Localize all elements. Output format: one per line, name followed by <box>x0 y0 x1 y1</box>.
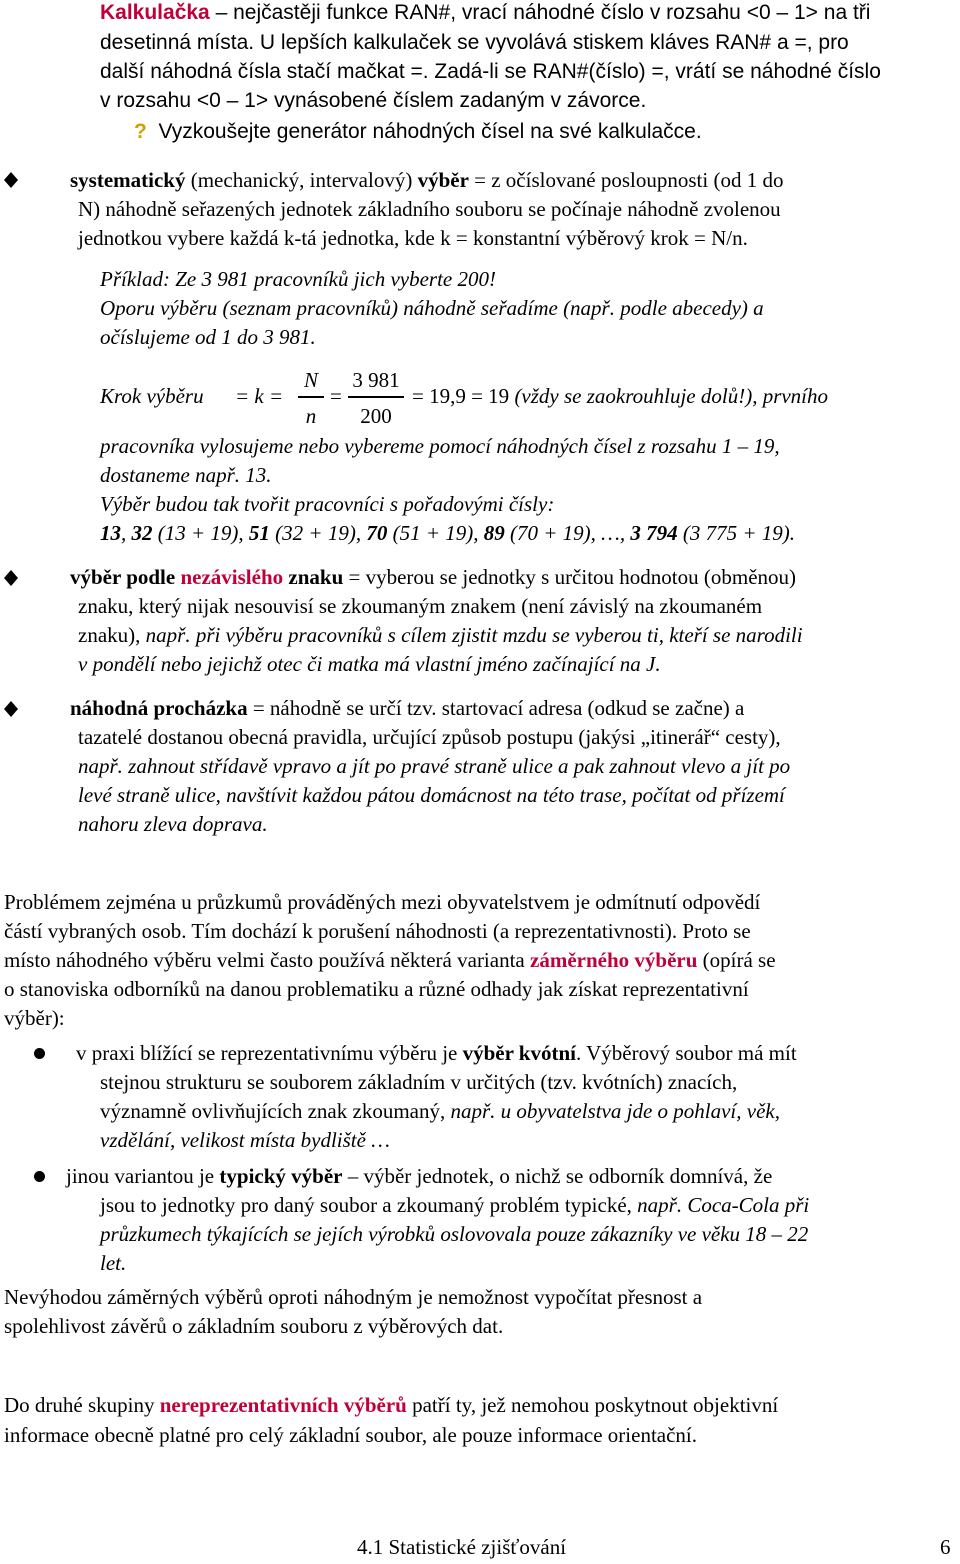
formula-den-value: 200 <box>360 404 392 428</box>
independent-lead-2: nezávislého <box>180 565 284 589</box>
calc-line-3: další náhodná čísla stačí mačkat =. Zadá-li se RAN#(číslo) =, vrátí se náhodné číslo <box>100 60 881 83</box>
independent-line-1 <box>70 563 796 592</box>
calc-lead: Kalkulačka <box>100 1 210 24</box>
typical-line-4: let. <box>100 1251 127 1275</box>
independent-line-3 <box>78 621 803 650</box>
calc-text-1: – nejčastěji funkce RAN#, vrací náhodné číslo v rozsahu <0 – 1> na tři <box>209 1 871 24</box>
quota-text-1c: . Výběrový soubor má mít <box>576 1041 797 1065</box>
footer-title: 4.1 Statistické zjišťování <box>357 1535 567 1559</box>
seq-text: (51 + 19), <box>387 521 484 545</box>
second-group-text-1c: patří ty, jež nemohou poskytnout objektivní <box>406 1393 779 1417</box>
independent-line-2: znaku, který nijak nesouvisí se zkoumaným znakem (není závislý na zkoumaném <box>78 594 763 618</box>
formula-note-tail: , prvního <box>752 384 829 408</box>
problem-text-3a: místo náhodného výběru velmi často používá některá varianta <box>4 948 530 972</box>
after-line-2: dostaneme např. 13. <box>100 463 272 487</box>
independent-text-1: = vyberou se jednotky s určitou hodnotou (obměnou) <box>343 565 797 589</box>
problem-text-3c: (opírá se <box>697 948 776 972</box>
seq-text: (32 + 19), <box>269 521 367 545</box>
second-group-text-1a: Do druhé skupiny <box>4 1393 160 1417</box>
typical-line-3: průzkumech týkajících se jejích výrobků oslovovala pouze zákazníky ve věku 18 – 22 <box>100 1222 809 1246</box>
random-walk-lead: náhodná procházka <box>70 696 248 720</box>
seq-number: 70 <box>366 521 388 545</box>
random-walk-text-1: = náhodně se určí tzv. startovací adresa (odkud se začne) a <box>247 696 745 720</box>
second-group-line-2: informace obecně platné pro celý základní soubor, ale pouze informace orientační. <box>4 1423 698 1447</box>
systematic-line-3: jednotkou vybere každá k-tá jednotka, kde k = konstantní výběrový krok = N/n. <box>78 226 748 250</box>
sequence-line <box>100 519 795 548</box>
systematic-text-b: výběr <box>417 168 469 192</box>
seq-number: 13 <box>100 521 121 545</box>
second-group-line-1 <box>4 1391 778 1420</box>
calc-line-2: desetinná místa. U lepších kalkulaček se vyvolává stiskem kláves RAN# a =, pro <box>100 31 849 54</box>
formula-den-n: n <box>305 404 317 428</box>
diamond-bullet-icon <box>4 172 18 186</box>
random-walk-line-3: např. zahnout střídavě vpravo a jít po pravé straně ulice a pak zahnout vlevo a jít po <box>78 754 791 778</box>
seq-number: 3 794 <box>630 521 678 545</box>
example-line-2: Oporu výběru (seznam pracovníků) náhodně seřadíme (např. podle abecedy) a <box>100 296 764 320</box>
independent-text-3a: znaku), <box>78 623 146 647</box>
round-bullet-icon <box>34 1171 45 1182</box>
seq-text: (13 + 19), <box>152 521 249 545</box>
quota-text-1a: v praxi blížící se reprezentativnímu výběru je <box>76 1041 463 1065</box>
second-group-text-1b: nereprezentativních výběrů <box>159 1393 407 1417</box>
formula-eq-k: = k = <box>235 384 284 408</box>
typical-text-2a: jsou to jednotky pro daný soubor a zkoumaný problém typické, <box>100 1193 638 1217</box>
calc-line-4: v rozsahu <0 – 1> vynásobené číslem zadaným v závorce. <box>100 89 647 112</box>
typical-text-1b: typický výběr <box>219 1164 343 1188</box>
typical-line-2 <box>100 1191 809 1220</box>
quota-line-3 <box>100 1097 780 1126</box>
page-number: 6 <box>940 1535 951 1559</box>
independent-line-4: v pondělí nebo jejichž otec či matka má vlastní jméno začínající na J. <box>78 652 661 676</box>
seq-number: 51 <box>248 521 270 545</box>
systematic-text-c: = z očíslované posloupnosti (od 1 do <box>468 168 784 192</box>
quota-text-3b: např. u obyvatelstva jde o pohlaví, věk, <box>450 1099 780 1123</box>
typical-line-1 <box>66 1162 772 1191</box>
disadvantage-line-2: spolehlivost závěrů o základním souboru z výběrových dat. <box>4 1314 504 1338</box>
problem-line-2: částí vybraných osob. Tím dochází k porušení náhodnosti (a reprezentativnosti). Proto se <box>4 919 751 943</box>
formula-note: (vždy se zaokrouhluje dolů!) <box>514 384 753 408</box>
seq-number: 89 <box>483 521 505 545</box>
independent-text-3b: např. při výběru pracovníků s cílem zjistit mzdu se vyberou ti, kteří se narodili <box>145 623 803 647</box>
formula-eq-2: = <box>330 384 342 408</box>
random-walk-line-4: levé straně ulice, navštívit každou pátou domácnost na této trase, počítat od přízemí <box>78 783 785 807</box>
diamond-bullet-icon <box>4 570 18 584</box>
typical-text-2b: např. Coca-Cola při <box>637 1193 810 1217</box>
example-line-3: očíslujeme od 1 do 3 981. <box>100 325 316 349</box>
typical-text-1c: – výběr jednotek, o nichž se odborník domnívá, že <box>342 1164 773 1188</box>
problem-text-3b: záměrného výběru <box>530 948 698 972</box>
quota-text-3a: významně ovlivňujících znak zkoumaný, <box>100 1099 451 1123</box>
problem-line-3 <box>4 946 776 975</box>
disadvantage-line-1: Nevýhodou záměrných výběrů oproti náhodným je nemožnost vypočítat přesnost a <box>4 1285 703 1309</box>
seq-number: 32 <box>131 521 153 545</box>
formula-result <box>412 382 828 411</box>
formula-num-N: N <box>303 368 318 392</box>
typical-text-1a: jinou variantou je <box>66 1164 220 1188</box>
problem-line-4: o stanoviska odborníků na danou problematiku a různé odhady jak získat reprezentativní <box>4 977 749 1001</box>
calc-tip-text: Vyzkoušejte generátor náhodných čísel na své kalkulačce. <box>158 120 702 143</box>
formula-result-value: = 19,9 = 19 <box>412 384 510 408</box>
after-line-3: Výběr budou tak tvořit pracovníci s pořadovými čísly: <box>100 492 555 516</box>
formula-label: Krok výběru <box>100 384 204 408</box>
independent-lead-1: výběr podle <box>70 565 181 589</box>
quota-line-4: vzdělání, velikost místa bydliště … <box>100 1128 390 1152</box>
calc-tip <box>134 117 702 146</box>
problem-line-5: výběr): <box>4 1006 65 1030</box>
systematic-lead: systematický <box>70 168 186 192</box>
independent-lead-3: znaku <box>283 565 344 589</box>
seq-text: (70 + 19), …, <box>504 521 631 545</box>
round-bullet-icon <box>34 1048 45 1059</box>
diamond-bullet-icon <box>4 701 18 715</box>
problem-line-1: Problémem zejména u průzkumů prováděných mezi obyvatelstvem je odmítnutí odpovědí <box>4 890 761 914</box>
quota-line-1 <box>76 1039 797 1068</box>
random-walk-line-1 <box>70 694 744 723</box>
formula-num-value: 3 981 <box>352 368 400 392</box>
systematic-line-2: N) náhodně seřazených jednotek základního souboru se počínaje náhodně zvolenou <box>78 197 781 221</box>
quota-line-2: stejnou strukturu se souborem základním v určitých (tzv. kvótních) znacích, <box>100 1070 738 1094</box>
quota-text-1b: výběr kvótní <box>462 1041 576 1065</box>
formula-fraction-line-2 <box>348 396 404 398</box>
seq-text: (3 775 + 19). <box>677 521 796 545</box>
systematic-line-1 <box>70 166 783 195</box>
formula-fraction-line-1 <box>298 396 324 398</box>
random-walk-line-5: nahoru zleva doprava. <box>78 812 268 836</box>
after-line-1: pracovníka vylosujeme nebo vybereme pomocí náhodných čísel z rozsahu 1 – 19, <box>100 434 780 458</box>
systematic-text-a: (mechanický, intervalový) <box>185 168 418 192</box>
question-icon: ? <box>134 120 147 143</box>
random-walk-line-2: tazatelé dostanou obecná pravidla, určující způsob postupu (jakýsi „itinerář“ cesty), <box>78 725 781 749</box>
seq-text: , <box>121 521 132 545</box>
example-line-1: Příklad: Ze 3 981 pracovníků jich vyberte 200! <box>100 267 496 291</box>
calc-line-1 <box>100 0 870 27</box>
